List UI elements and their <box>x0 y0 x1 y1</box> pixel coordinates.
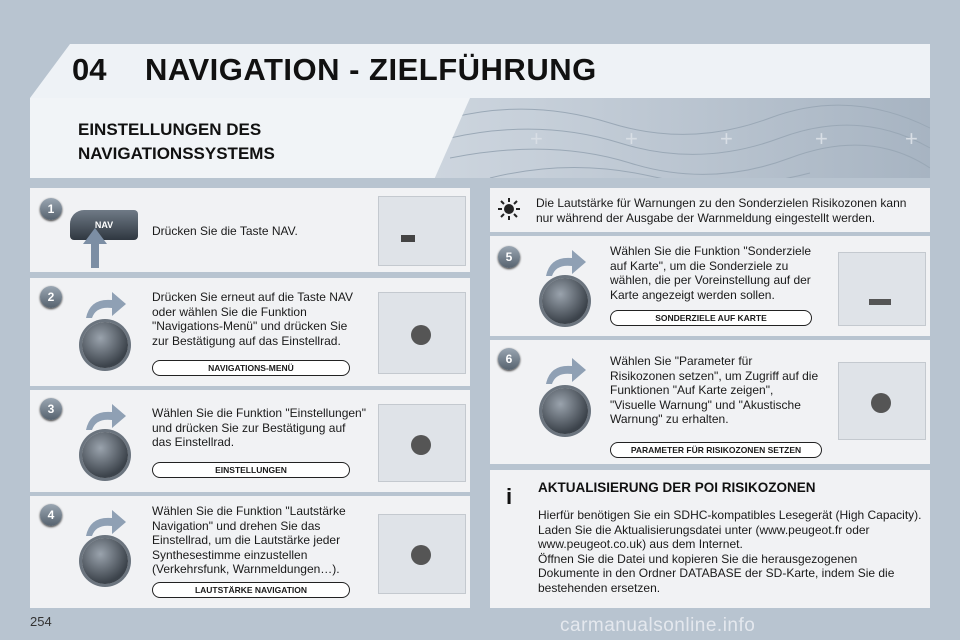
step-panel-1 <box>30 188 470 272</box>
info-body <box>538 508 922 595</box>
radio-unit-image <box>378 292 466 374</box>
info-paragraph-1: Hierfür benötigen Sie ein SDHC-kompatibles Lesegerät (High Capacity). <box>538 508 922 522</box>
svg-text:+: + <box>625 126 638 151</box>
menu-label-3: EINSTELLUNGEN <box>152 462 350 478</box>
key-highlight <box>869 299 891 305</box>
dial-knob-icon <box>542 388 588 434</box>
radio-unit-image <box>838 252 926 326</box>
menu-label-6: PARAMETER FÜR RISIKOZONEN SETZEN <box>610 442 822 458</box>
step-text-5: Wählen Sie die Funktion "Sonderziele auf Karte", um die Sonderziele zu wählen, die per Voreinstellung auf der Karte angezeigt werden sollen. <box>610 244 812 302</box>
topo-map-decoration <box>450 98 930 178</box>
step-panel-5 <box>490 236 930 336</box>
watermark: carmanualsonline.info <box>560 615 756 636</box>
radio-unit-image <box>838 362 926 440</box>
section-title-line1: EINSTELLUNGEN DES <box>78 120 262 139</box>
radio-unit-image <box>378 514 466 594</box>
nav-button-image: NAV <box>70 210 138 240</box>
dial-highlight <box>411 435 431 455</box>
rotate-arrow-icon <box>82 404 126 432</box>
section-title <box>78 118 275 166</box>
radio-unit-image <box>378 196 466 266</box>
arrow-up-icon <box>82 228 108 268</box>
note-text: Die Lautstärke für Warnungen zu den Sonderzielen Risikozonen kann nur während der Ausgabe der Warnmeldung eingestellt werden. <box>536 196 907 225</box>
note-panel <box>490 188 930 232</box>
step-panel-3 <box>30 390 470 492</box>
step-text-4: Wählen Sie die Funktion "Lautstärke Navigation" und drehen Sie das Einstellrad, um die Lautstärke jeder Synthesestimme einzustellen (Verkehrsfunk, Warnmeldungen…). <box>152 504 346 576</box>
svg-text:+: + <box>905 126 918 151</box>
info-panel <box>490 470 930 608</box>
step-number-2: 2 <box>40 286 62 308</box>
info-paragraph-2: Laden Sie die Aktualisierungsdatei unter (www.peugeot.fr oder www.peugeot.co.uk) aus dem Internet. <box>538 522 870 551</box>
step-number-6: 6 <box>498 348 520 370</box>
step-panel-6 <box>490 340 930 464</box>
info-paragraph-3: Öffnen Sie die Datei und kopieren Sie die herausgezogenen Dokumente in den Ordner DATABASE der SD-Karte, indem Sie die bestehenden ersetzen. <box>538 551 895 595</box>
menu-label-2: NAVIGATIONS-MENÜ <box>152 360 350 376</box>
info-title: AKTUALISIERUNG DER POI RISIKOZONEN <box>538 480 816 495</box>
dial-highlight <box>871 393 891 413</box>
step-number-3: 3 <box>40 398 62 420</box>
radio-unit-image <box>378 404 466 482</box>
menu-label-4: LAUTSTÄRKE NAVIGATION <box>152 582 350 598</box>
step-panel-2 <box>30 278 470 386</box>
step-text-3: Wählen Sie die Funktion "Einstellungen" und drücken Sie zur Bestätigung auf das Einstellrad. <box>152 406 366 449</box>
section-title-line2: NAVIGATIONSSYSTEMS <box>78 144 275 163</box>
dial-knob-icon <box>82 432 128 478</box>
sun-icon <box>498 198 520 220</box>
nav-key-highlight <box>401 235 415 242</box>
svg-text:+: + <box>720 126 733 151</box>
rotate-arrow-icon <box>82 292 126 320</box>
rotate-arrow-icon <box>82 510 126 538</box>
menu-label-5: SONDERZIELE AUF KARTE <box>610 310 812 326</box>
info-icon: i <box>505 484 513 509</box>
header-corner <box>30 44 70 98</box>
dial-highlight <box>411 325 431 345</box>
dial-knob-icon <box>542 278 588 324</box>
chapter-number: 04 <box>72 52 107 87</box>
svg-text:+: + <box>815 126 828 151</box>
step-panel-4 <box>30 496 470 608</box>
rotate-arrow-icon <box>542 358 586 386</box>
rotate-arrow-icon <box>542 250 586 278</box>
step-number-4: 4 <box>40 504 62 526</box>
page-title: NAVIGATION - ZIELFÜHRUNG <box>145 52 597 87</box>
step-text-2: Drücken Sie erneut auf die Taste NAV oder wählen Sie die Funktion "Navigations-Menü" und drücken Sie zur Bestätigung auf das Einstellrad. <box>152 290 353 348</box>
step-text-1: Drücken Sie die Taste NAV. <box>152 224 298 238</box>
step-number-5: 5 <box>498 246 520 268</box>
page-number: 254 <box>30 614 52 629</box>
svg-text:+: + <box>530 126 543 151</box>
step-number-1: 1 <box>40 198 62 220</box>
dial-highlight <box>411 545 431 565</box>
dial-knob-icon <box>82 322 128 368</box>
step-text-6: Wählen Sie "Parameter für Risikozonen setzen", um Zugriff auf die Funktionen "Auf Karte zeigen", "Visuelle Warnung" und "Akustische Warnung" zu erhalten. <box>610 354 819 426</box>
dial-knob-icon <box>82 538 128 584</box>
